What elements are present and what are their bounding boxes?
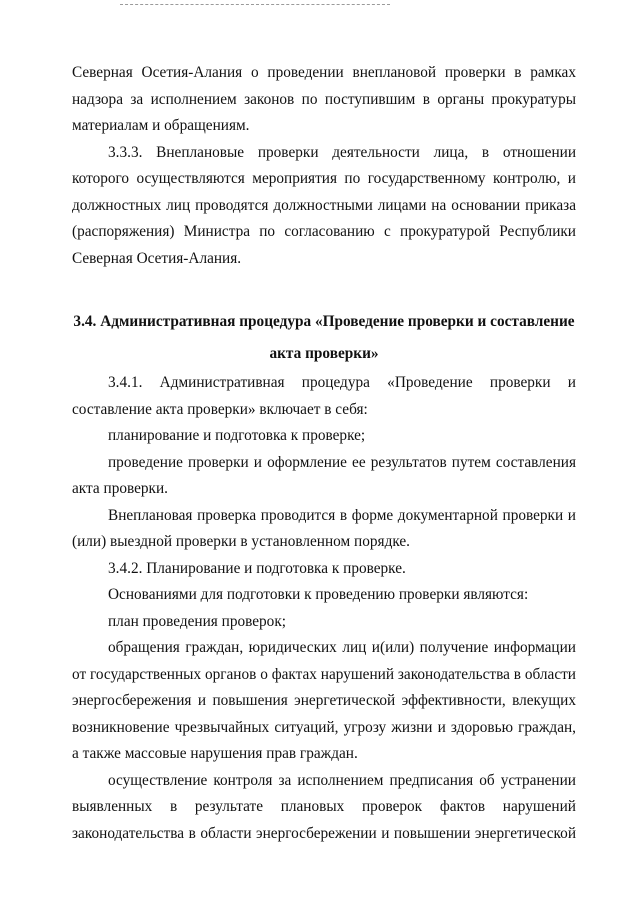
list-item-appeals: обращения граждан, юридических лиц и(или) получение информации от государственных органов о фактах нарушений законодательства в области энергосбережения и повышения энергетической эффективности, влекущих возникновение чрезвычайных ситуаций, угрозу жизни и здоровью граждан, а также массовые нарушения прав граждан.	[72, 639, 576, 762]
list-item-planning: планирование и подготовка к проверке;	[108, 427, 366, 444]
section-heading-3-4: 3.4. Административная процедура «Проведение проверки и составление акта проверки»	[73, 313, 575, 362]
paragraph-grounds: Основаниями для подготовки к проведению проверки являются:	[108, 586, 529, 603]
paragraph-3-3-3: 3.3.3. Внеплановые проверки деятельности лица, в отношении которого осуществляются мероприятия по государственному контролю, и должностных лиц проводятся должностными лицами на основании приказа (распоряжения) Министра по согласованию с прокуратурой Республики Северная Осетия-Алания.	[72, 143, 576, 267]
list-item-control: осуществление контроля за исполнением предписания об устранении выявленных в результате плановых проверок фактов нарушений законодательства в области энергосбережении и повышении энергетической	[72, 771, 576, 842]
top-scan-rule	[120, 4, 390, 5]
list-item-plan: план проведения проверок;	[108, 612, 287, 630]
paragraph-unscheduled-form: Внеплановая проверка проводится в форме документарной проверки и (или) выездной проверки в установленном порядке.	[72, 506, 576, 550]
list-item-conducting: проведение проверки и оформление ее результатов путем составления акта проверки.	[72, 453, 576, 497]
paragraph-continuation: Северная Осетия-Алания о проведении внеплановой проверки в рамках надзора за исполнением законов по поступившим в органы прокуратуры материалам и обращениям.	[72, 64, 576, 134]
section-spacer	[72, 272, 576, 306]
document-page	[72, 60, 576, 847]
paragraph-3-4-1: 3.4.1. Административная процедура «Проведение проверки и составление акта проверки» включает в себя:	[72, 374, 576, 418]
paragraph-3-4-2: 3.4.2. Планирование и подготовка к проверке.	[108, 559, 406, 577]
